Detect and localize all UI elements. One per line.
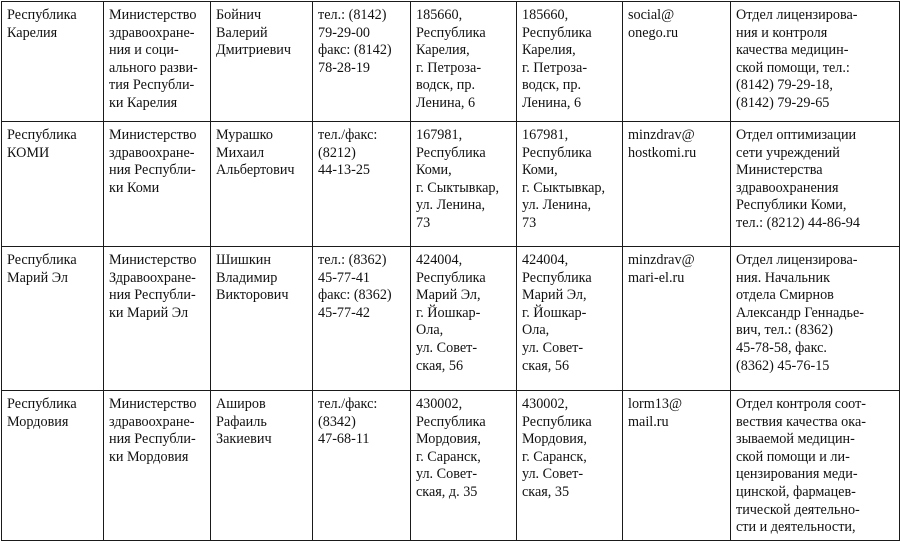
email-cell: minzdrav@ hostkomi.ru [623,122,731,247]
ministries-table [1,1,900,541]
email-cell: social@ onego.ru [623,2,731,122]
region-cell: Республика Марий Эл [2,247,104,391]
table-row [2,247,900,391]
postal-address-cell: 430002, Республика Мордовия, г. Саранск, ул. Совет- ская, 35 [517,391,623,541]
head-name-cell: Шишкин Владимир Викторович [211,247,313,391]
head-name-cell: Бойнич Валерий Дмитриевич [211,2,313,122]
head-name-cell: Аширов Рафаиль Закиевич [211,391,313,541]
phone-cell: тел.: (8362) 45-77-41 факс: (8362) 45-77-42 [313,247,411,391]
phone-cell: тел./факс: (8212) 44-13-25 [313,122,411,247]
postal-address-cell: 167981, Республика Коми, г. Сыктывкар, ул. Ленина, 73 [517,122,623,247]
legal-address-cell: 185660, Республика Карелия, г. Петроза- водск, пр. Ленина, 6 [411,2,517,122]
region-cell: Республика КОМИ [2,122,104,247]
phone-cell: тел./факс: (8342) 47-68-11 [313,391,411,541]
phone-cell: тел.: (8142) 79-29-00 факс: (8142) 78-28-19 [313,2,411,122]
table-row [2,391,900,541]
ministry-cell: Министерство здравоохране- ния Республи- ки Мордовия [104,391,211,541]
email-cell: minzdrav@ mari-el.ru [623,247,731,391]
region-cell: Республика Карелия [2,2,104,122]
ministry-cell: Министерство Здравоохране- ния Республи- ки Марий Эл [104,247,211,391]
ministry-cell: Министерство здравоохране- ния Республи- ки Коми [104,122,211,247]
email-cell: lorm13@ mail.ru [623,391,731,541]
head-name-cell: Мурашко Михаил Альбертович [211,122,313,247]
table-row [2,122,900,247]
postal-address-cell: 424004, Республика Марий Эл, г. Йошкар- Ола, ул. Совет- ская, 56 [517,247,623,391]
ministry-cell: Министерство здравоохране- ния и соци- ального разви- тия Республи- ки Карелия [104,2,211,122]
department-cell: Отдел лицензирова- ния. Начальник отдела Смирнов Александр Геннадье- вич, тел.: (8362) 45-78-58, факс. (8362) 45-76-15 [731,247,900,391]
department-cell: Отдел оптимизации сети учреждений Министерства здравоохранения Республики Коми, тел.: (8212) 44-86-94 [731,122,900,247]
table-row [2,2,900,122]
legal-address-cell: 430002, Республика Мордовия, г. Саранск, ул. Совет- ская, д. 35 [411,391,517,541]
region-cell: Республика Мордовия [2,391,104,541]
department-cell: Отдел контроля соот- вествия качества ока- зываемой медицин- ской помощи и ли- цензирования меди- цинской, фармацев- тической деятельно- сти и деятельности, [731,391,900,541]
legal-address-cell: 167981, Республика Коми, г. Сыктывкар, ул. Ленина, 73 [411,122,517,247]
postal-address-cell: 185660, Республика Карелия, г. Петроза- водск, пр. Ленина, 6 [517,2,623,122]
legal-address-cell: 424004, Республика Марий Эл, г. Йошкар- Ола, ул. Совет- ская, 56 [411,247,517,391]
department-cell: Отдел лицензирова- ния и контроля качества медицин- ской помощи, тел.: (8142) 79-29-18, (8142) 79-29-65 [731,2,900,122]
